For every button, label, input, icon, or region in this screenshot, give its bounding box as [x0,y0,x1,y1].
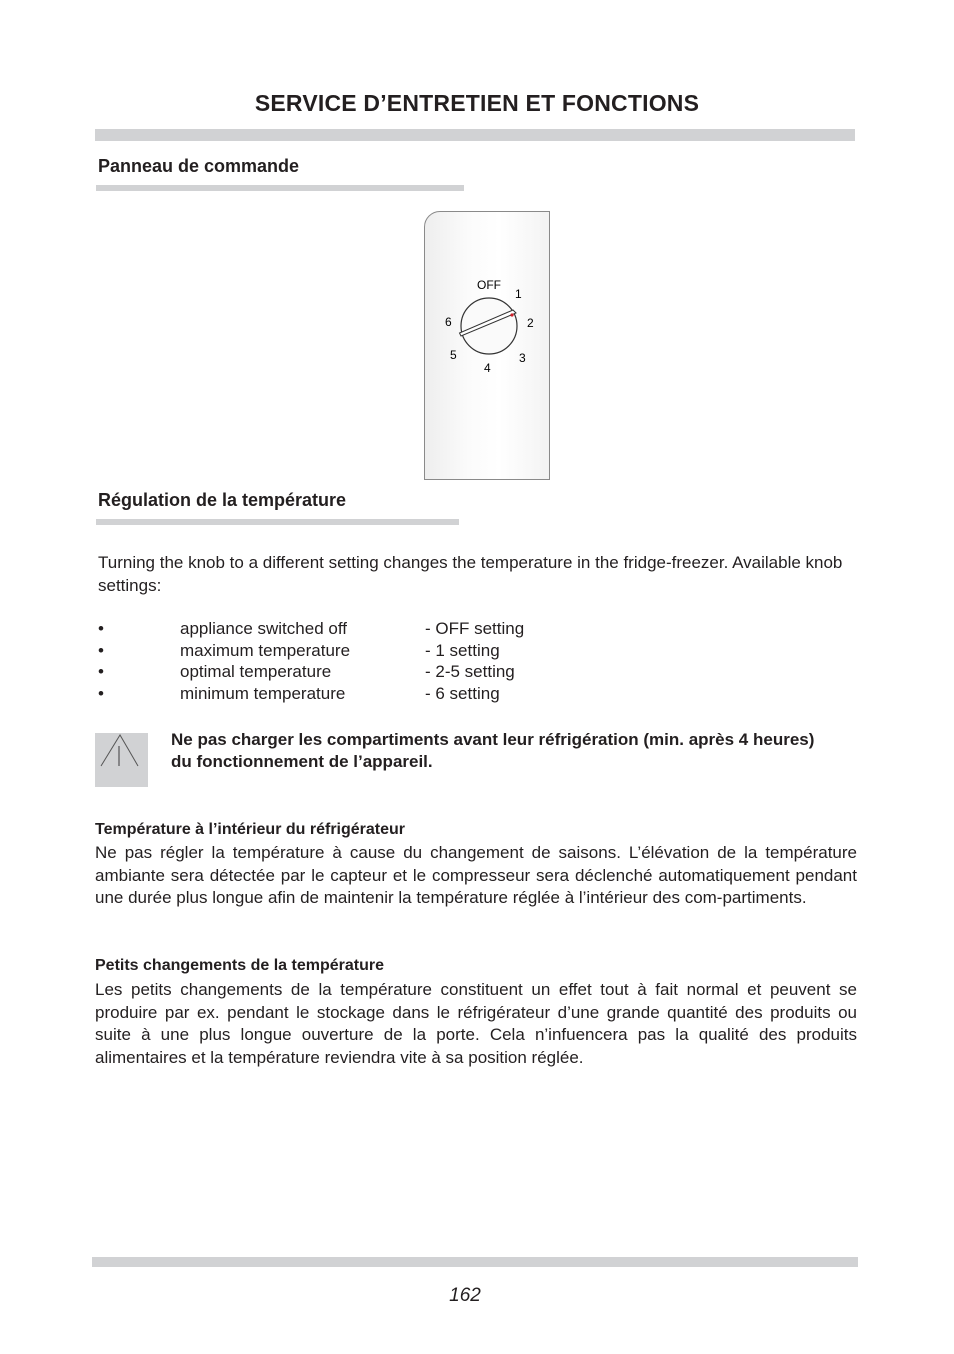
section-heading-temperature-regulation: Régulation de la température [98,490,347,510]
knob-indicator-dot [510,313,513,316]
inside-temperature-paragraph: Ne pas régler la température à cause du changement de saisons. L’élévation de la température ambiante sera détectée par le capteur et le compresseur sera déclenché automatiquement pendant une durée plus longue afin de maintenir la température réglée à l’intérieur des com-partiments. [95,843,857,907]
thermostat-knob [425,212,549,479]
knob-label-2: 2 [527,316,534,330]
setting-description: appliance switched off [180,619,347,638]
intro-paragraph: Turning the knob to a different setting changes the temperature in the fridge-freezer. Available knob settings: [98,553,843,595]
knob-label-off: OFF [477,278,501,292]
list-item [98,641,858,663]
knob-label-1: 1 [515,287,522,301]
setting-value: - 6 setting [425,684,500,703]
setting-description: optimal temperature [180,662,332,681]
setting-value: - 2-5 setting [425,662,515,681]
footer-divider [92,1257,858,1267]
list-item [98,662,858,684]
knob-label-6: 6 [445,315,452,329]
page-title: SERVICE D’ENTRETIEN ET FONCTIONS [254,90,700,116]
control-panel-illustration [424,211,550,480]
section-divider [96,519,459,525]
subheading-inside-temperature: Température à l’intérieur du réfrigérateur [95,821,406,838]
setting-description: minimum temperature [180,684,346,703]
bullet: • [98,641,104,660]
section-divider [96,185,464,191]
bullet: • [98,662,104,681]
knob-label-5: 5 [450,348,457,362]
warning-line-1: Ne pas charger les compartiments avant leur réfrigération (min. après 4 heures) [171,730,815,749]
section-heading-control-panel: Panneau de commande [98,156,300,176]
knob-label-3: 3 [519,351,526,365]
bullet: • [98,619,104,638]
list-item [98,684,858,706]
knob-label-4: 4 [484,361,491,375]
page-number: 162 [449,1285,481,1306]
title-divider [95,129,855,141]
knob-dial [460,298,518,354]
warning-triangle-icon [95,733,148,787]
warning-line-2: du fonctionnement de l’appareil. [171,752,433,771]
small-changes-paragraph: Les petits changements de la température constituent un effet tout à fait normal et peuvent se produire par ex. pendant le stockage dans le réfrigérateur d’une grande quantité des produits ou suite à une plus longue ouverture de la porte. Cela n’infuencera pas la qualité des produits alimentaires et la température reviendra vite à sa position réglée. [95,980,857,1067]
list-item [98,619,858,641]
warning-text [171,729,861,773]
setting-value: - OFF setting [425,619,525,638]
setting-value: - 1 setting [425,641,500,660]
warning-box [95,733,148,787]
subheading-small-changes: Petits changements de la température [95,957,384,974]
bullet: • [98,684,104,703]
setting-description: maximum temperature [180,641,351,660]
